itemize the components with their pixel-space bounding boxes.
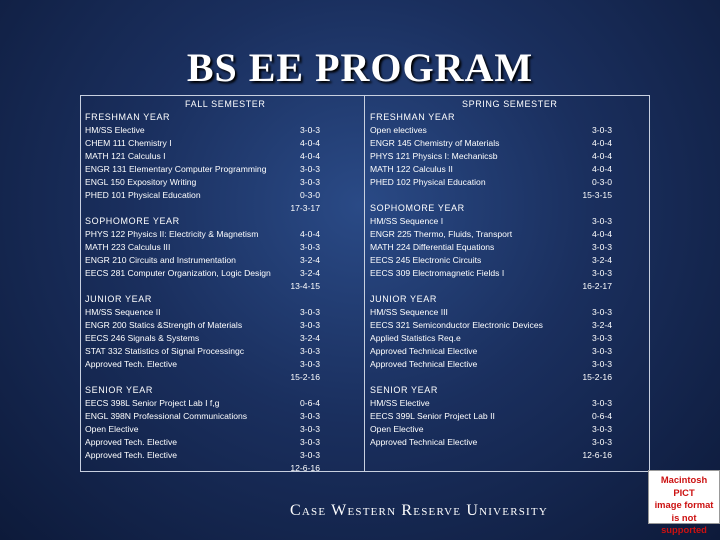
pict-notice-line: is not supported xyxy=(661,511,707,535)
course-credits: 3-0-3 xyxy=(299,450,320,460)
course-credits: 4-0-4 xyxy=(299,151,320,161)
course-credits: 3-0-3 xyxy=(591,359,612,369)
semester-total: 16-2-17 xyxy=(582,281,612,291)
course-credits: 3-0-3 xyxy=(299,307,320,317)
spring-semester-header: SPRING SEMESTER xyxy=(462,99,558,109)
course-credits: 3-0-3 xyxy=(299,177,320,187)
course-credits: 3-0-3 xyxy=(591,437,612,447)
course-credits: 3-0-3 xyxy=(299,411,320,421)
course-name: EECS 245 Electronic Circuits xyxy=(370,255,482,265)
course-credits: 4-0-4 xyxy=(299,138,320,148)
semester-total: 15-3-15 xyxy=(582,190,612,200)
course-credits: 3-0-3 xyxy=(591,424,612,434)
course-credits: 3-0-3 xyxy=(591,398,612,408)
course-credits: 0-3-0 xyxy=(591,177,612,187)
course-credits: 3-0-3 xyxy=(299,346,320,356)
course-credits: 4-0-4 xyxy=(591,229,612,239)
university-name: Case Western Reserve University xyxy=(290,502,548,519)
column-divider xyxy=(364,95,365,472)
course-name: MATH 224 Differential Equations xyxy=(370,242,495,252)
unsupported-image-placeholder xyxy=(648,470,720,535)
course-credits: 3-0-3 xyxy=(591,268,612,278)
fall-sophomore-header: SOPHOMORE YEAR xyxy=(85,216,180,226)
spring-junior-header: JUNIOR YEAR xyxy=(370,294,437,304)
course-name: Open Elective xyxy=(85,424,139,434)
pict-notice-line: image format xyxy=(654,499,714,510)
course-credits: 3-2-4 xyxy=(299,333,320,343)
course-name: EECS 321 Semiconductor Electronic Devices xyxy=(370,320,543,330)
semester-total: 12-6-16 xyxy=(582,450,612,460)
course-name: Approved Technical Elective xyxy=(370,437,478,447)
course-name: Applied Statistics Req.e xyxy=(370,333,461,343)
course-credits: 3-0-3 xyxy=(591,333,612,343)
course-credits: 3-0-3 xyxy=(299,320,320,330)
course-credits: 3-0-3 xyxy=(591,242,612,252)
course-credits: 3-0-3 xyxy=(591,216,612,226)
course-credits: 3-0-3 xyxy=(591,125,612,135)
course-name: Approved Technical Elective xyxy=(370,346,478,356)
course-name: STAT 332 Statistics of Signal Processingc xyxy=(85,346,245,356)
course-name: Approved Tech. Elective xyxy=(85,437,178,447)
course-credits: 0-6-4 xyxy=(299,398,320,408)
course-name: ENGR 145 Chemistry of Materials xyxy=(370,138,500,148)
course-credits: 3-2-4 xyxy=(299,255,320,265)
course-name: ENGR 225 Thermo, Fluids, Transport xyxy=(370,229,513,239)
semester-total: 15-2-16 xyxy=(290,372,320,382)
course-name: ENGL 398N Professional Communications xyxy=(85,411,248,421)
course-name: MATH 122 Calculus II xyxy=(370,164,453,174)
course-credits: 3-2-4 xyxy=(299,268,320,278)
course-name: EECS 246 Signals & Systems xyxy=(85,333,200,343)
course-credits: 4-0-4 xyxy=(591,138,612,148)
course-name: ENGR 131 Elementary Computer Programming xyxy=(85,164,267,174)
course-credits: 3-0-3 xyxy=(299,125,320,135)
course-credits: 0-3-0 xyxy=(299,190,320,200)
course-credits: 4-0-4 xyxy=(299,229,320,239)
fall-junior-header: JUNIOR YEAR xyxy=(85,294,152,304)
course-credits: 3-0-3 xyxy=(299,164,320,174)
fall-senior-header: SENIOR YEAR xyxy=(85,385,153,395)
course-name: Approved Tech. Elective xyxy=(85,359,178,369)
course-credits: 4-0-4 xyxy=(591,151,612,161)
page-title: BS EE PROGRAM xyxy=(186,45,534,90)
course-name: HM/SS Sequence I xyxy=(370,216,444,226)
course-name: PHYS 122 Physics II: Electricity & Magnetism xyxy=(85,229,259,239)
course-name: EECS 309 Electromagnetic Fields I xyxy=(370,268,505,278)
course-credits: 3-0-3 xyxy=(591,307,612,317)
course-name: EECS 398L Senior Project Lab I f,g xyxy=(85,398,220,408)
course-credits: 3-0-3 xyxy=(299,242,320,252)
course-name: Approved Technical Elective xyxy=(370,359,478,369)
course-name: HM/SS Sequence II xyxy=(85,307,161,317)
pict-notice-line: Macintosh PICT xyxy=(660,474,708,498)
fall-freshman-header: FRESHMAN YEAR xyxy=(85,112,171,122)
course-name: Approved Tech. Elective xyxy=(85,450,178,460)
course-credits: 3-2-4 xyxy=(591,255,612,265)
course-name: Open electives xyxy=(370,125,427,135)
spring-senior-header: SENIOR YEAR xyxy=(370,385,438,395)
course-name: EECS 399L Senior Project Lab II xyxy=(370,411,495,421)
semester-total: 17-3-17 xyxy=(290,203,320,213)
course-name: ENGL 150 Expository Writing xyxy=(85,177,197,187)
course-name: PHED 102 Physical Education xyxy=(370,177,486,187)
spring-freshman-header: FRESHMAN YEAR xyxy=(370,112,456,122)
spring-sophomore-header: SOPHOMORE YEAR xyxy=(370,203,465,213)
course-name: MATH 121 Calculus I xyxy=(85,151,166,161)
course-credits: 4-0-4 xyxy=(591,164,612,174)
course-credits: 0-6-4 xyxy=(591,411,612,421)
course-name: ENGR 210 Circuits and Instrumentation xyxy=(85,255,236,265)
course-name: MATH 223 Calculus III xyxy=(85,242,171,252)
course-credits: 3-0-3 xyxy=(299,424,320,434)
course-credits: 3-0-3 xyxy=(591,346,612,356)
course-credits: 3-0-3 xyxy=(299,437,320,447)
course-credits: 3-0-3 xyxy=(299,359,320,369)
fall-semester-header: FALL SEMESTER xyxy=(185,99,266,109)
course-credits: 3-2-4 xyxy=(591,320,612,330)
course-name: Open Elective xyxy=(370,424,424,434)
course-name: CHEM 111 Chemistry I xyxy=(85,138,172,148)
course-name: ENGR 200 Statics &Strength of Materials xyxy=(85,320,243,330)
course-name: PHYS 121 Physics I: Mechanicsb xyxy=(370,151,498,161)
semester-total: 13-4-15 xyxy=(290,281,320,291)
course-name: EECS 281 Computer Organization, Logic Design xyxy=(85,268,271,278)
semester-total: 15-2-16 xyxy=(582,372,612,382)
course-name: PHED 101 Physical Education xyxy=(85,190,201,200)
course-name: HM/SS Elective xyxy=(370,398,430,408)
course-name: HM/SS Elective xyxy=(85,125,145,135)
semester-total: 12-6-16 xyxy=(290,463,320,473)
course-name: HM/SS Sequence III xyxy=(370,307,448,317)
